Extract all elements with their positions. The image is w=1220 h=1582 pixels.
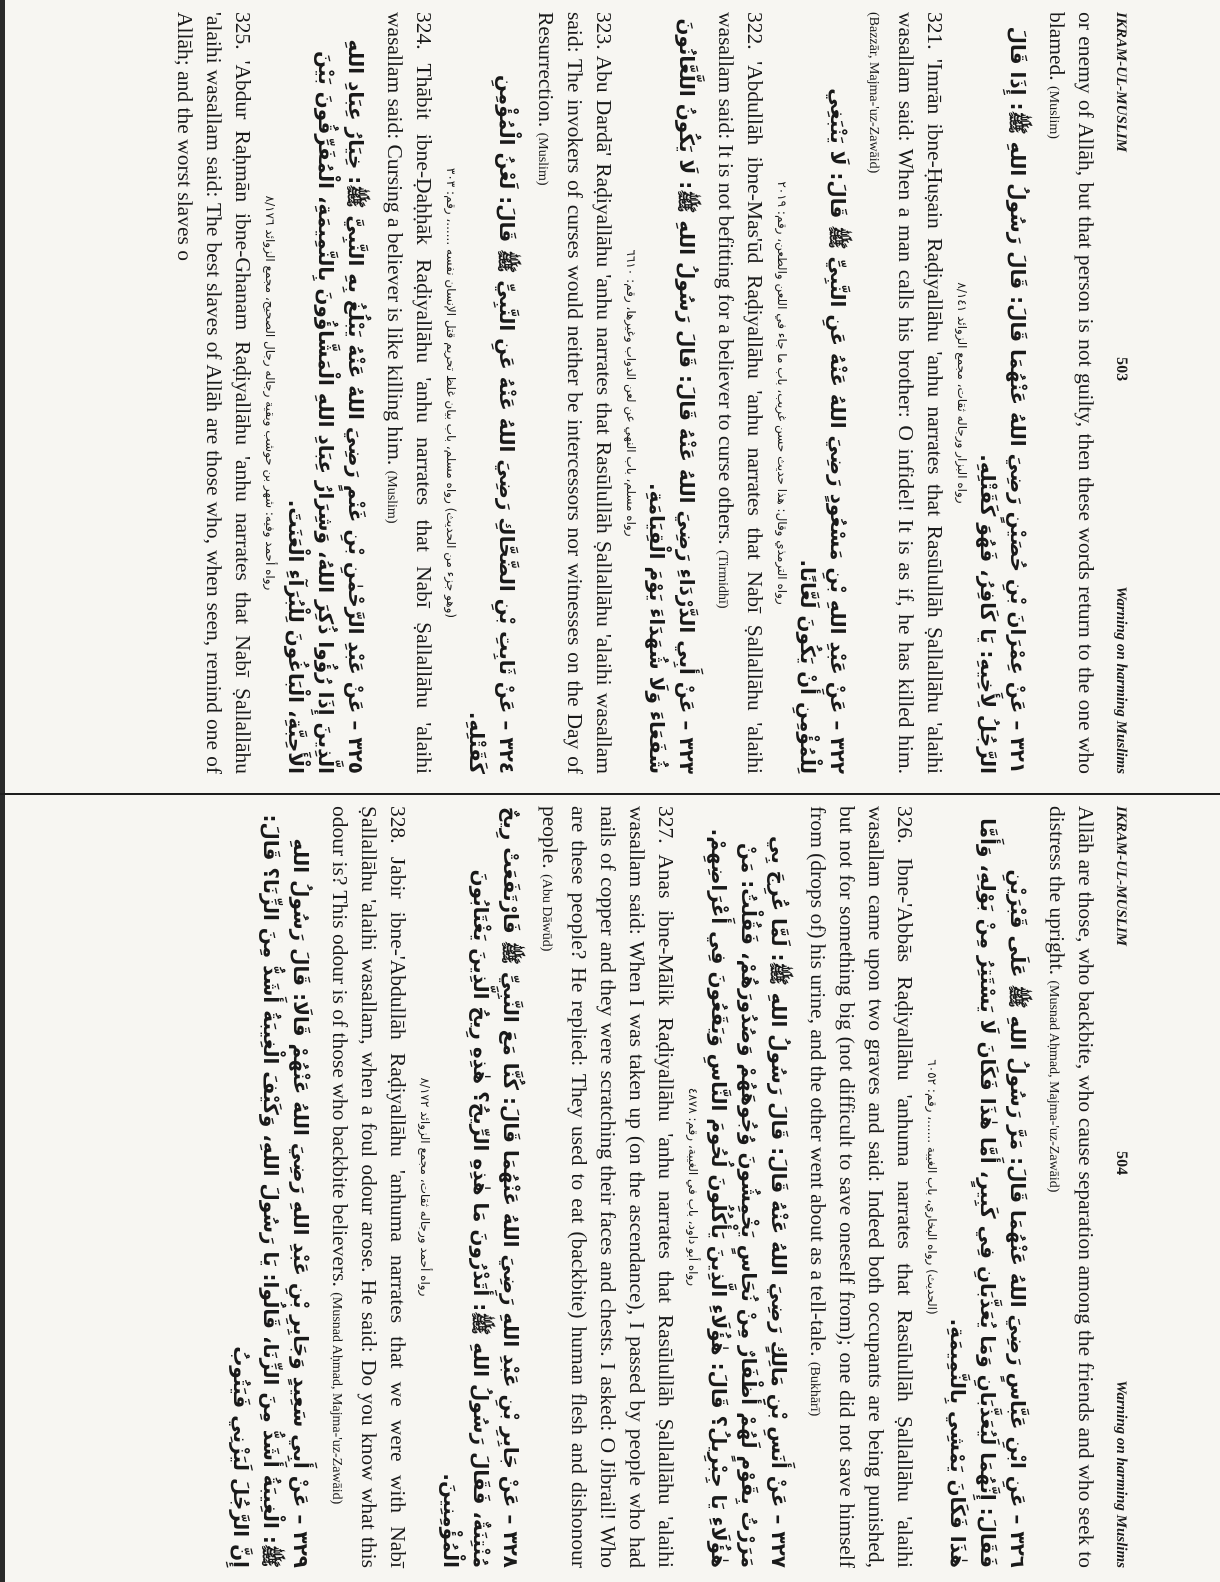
hadith-322 [708,12,853,774]
book-spine [0,793,1220,795]
arabic-reference: (وهو جزء من الحديث) رواه مسلم، باب بيان غلظ تحريم قتل الإنسان نفسه ......، رقم: ٣٠٣ [444,167,458,619]
page-body [170,8,1100,778]
source-citation: (Muslim) [1046,86,1061,139]
translation: 327. Anas ibne-Mālik Raḍiyallāhu 'anhu narrates that Rasūlullāh Ṣallallāhu 'alaihi wasallam said: When I was taken up (on the ascendance), I passed by people who had nails of copper and they were scratching their faces and chests. I asked: O Jibrail! Who are these people? He replied: They used to eat (backbite) human flesh and dishonour people. (Abu Dāwūd) [538,806,678,1568]
arabic-reference: رواه أبو داود، باب في الغيبة، رقم: ٤٨٧٨ [686,1087,700,1287]
source-citation: (Musnad Aḥmad, Majma-'uz-Zawāid) [329,1292,344,1505]
source-citation: (Muslim) [535,132,550,186]
intro-paragraph: or enemy of Allāh, but that person is not guilty, then these words return to the one who blamed. (Muslim) [1045,12,1098,774]
translation: 324. Thābit ibne-Ḍaḥḥāk Raḍiyallāhu 'anhu narrates that Nabī Ṣallallāhu 'alaihi wasallam said: Cursing a believer is like killing him. (Muslim) [383,12,436,774]
arabic-text: ٣٢٦ – عَنِ ابْنِ عَبَّاسٍ رَضِيَ اللهُ عَنْهُمَا قَالَ: مَرَّ رَسُولُ اللهِ ﷺ عَلَى قَبْرَيْنِ فَقَالَ: إِنَّهُمَا لَيُعَذَّبَانِ وَمَا يُعَذَّبَانِ فِي كَبِيرٍ، أَمَّا هٰذَا فَكَانَ لَا يَسْتَتِرُ مِنْ بَوْلِهِ، وَأَمَّا هٰذَا فَكَانَ يَمْشِي بِالنَّمِيمَةِ. [946,818,1030,1568]
page-503 [0,8,1220,778]
hadith-326 [800,806,1033,1568]
hadith-321 [859,12,1033,774]
running-head [1100,8,1130,778]
header-chapter: Warning on harming Muslims [1113,1380,1129,1568]
arabic-text: ٣٢٨ – عَنْ جَابِرِ بْنِ عَبْدِ اللهِ رَضِيَ اللهُ عَنْهُمَا قَالَ: كُنَّا مَعَ النَّبِيِّ ﷺ فَارْتَفَعَتْ رِيحٌ مُنْتِنَةٌ، فَقَالَ رَسُولُ اللهِ ﷺ: أَتَدْرُونَ مَا هٰذِهِ الرِّيحُ؟ هٰذِهِ رِيحُ الَّذِينَ يَغْتَابُونَ الْمُؤْمِنِينَ. [439,806,523,1568]
source-citation: (Muslim) [384,470,399,524]
source-citation: (Abu Dāwūd) [539,874,554,952]
translation: 325. 'Abdur Raḥmān ibne-Ghanam Raḍiyallāhu 'anhu narrates that Nabī Ṣallallāhu 'alaihi wasallam said: The best slaves of Allāh are those who, when seen, remind one of Allāh; and the worst slaves o [173,12,255,774]
header-title: IKRAM-UL-MUSLIM [1113,806,1129,947]
source-citation: (Bazzār, Majma-'uz-Zawāid) [866,12,881,174]
hadith-327 [532,806,794,1568]
running-head [1100,802,1130,1572]
translation: 326. Ibne-'Abbās Raḍiyallāhu 'anhuma narrates that Rasūlullāh Ṣallallāhu 'alaihi wasallam came upon two graves and said: Indeed both occupants are being punished, but not for something big (not difficult to save oneself from); one did not save himself from (drops of) his urine, and the other went about as a tell-tale. (Bukhārī) [806,806,917,1568]
intro-paragraph: Allāh are those, who backbite, who cause separation among the friends and who seek to distress the upright. (Musnad Aḥmad, Majma-'uz-Zawāid) [1045,806,1098,1568]
header-title: IKRAM-UL-MUSLIM [1113,12,1129,153]
translation: 321. 'Imrān ibne-Ḥuṣain Raḍiyallāhu 'anhu narrates that Rasūlullāh Ṣallallāhu 'alaihi wasallam said: When a man calls his brother: O infidel! It is as if, he has killed him. (Bazzār, Majma-'uz-Zawāid) [866,12,947,774]
arabic-reference: رواه البزار ورجاله ثقات، مجمع الزوائد ٨/١٤١ [955,282,969,504]
source-citation: (Bukhārī) [807,1361,822,1417]
arabic-text: ٣٢٤ – عَنْ ثَابِتِ بْنِ الضَّحَّاكِ رَضِيَ اللهُ عَنْهُ عَنِ النَّبِيِّ ﷺ قَالَ: لَعْنُ الْمُؤْمِنِ كَقَتْلِهِ. [465,74,519,774]
page-body [226,802,1100,1572]
page-504 [0,802,1220,1572]
arabic-reference: (الحديث) رواه البخاري، باب الغيبة ......، رقم: ٦٠٥٢ [925,1059,939,1315]
translation: 328. Jabir ibne-'Abdullāh Raḍiyallāhu 'anhuma narrates that we were with Nabī Ṣallallāhu 'alaihi wasallam, when a foul odour arose. He said: Do you know what this odour is? This odour is of those who backbite believers. (Musnad Aḥmad, Majma-'uz-Zawāid) [328,806,410,1568]
hadith-328 [322,806,526,1568]
arabic-reference: رواه الترمذي وقال: هذا حديث حسن غريب، باب ما جاء في اللعن والطعن، رقم: ٢٠١٩ [775,181,789,605]
arabic-reference: رواه أحمد ورجاله ثقات، مجمع الزوائد ٨/١٧٢ [418,1077,432,1297]
hadith-324 [377,12,522,774]
arabic-text: ٣٢٥ – عَنْ عَبْدِ الرَّحْمٰنِ بْنِ غَنْمٍ رَضِيَ اللهُ عَنْهُ يَبْلُغُ بِهِ النَّبِيَّ ﷺ: خِيَارُ عِبَادِ اللهِ الَّذِينَ إِذَا رُؤُوا ذُكِرَ اللهُ، وَشِرَارُ عِبَادِ اللهِ الْمَشَّاؤُونَ بِالنَّمِيمَةِ، الْمُفَرِّقُونَ بَيْنَ الْأَحِبَّةِ، الْبَاغُونَ لِلْبُرَآءِ الْعَنَتَ. [284,39,368,774]
hadith-323 [528,12,702,774]
source-citation: (Tirmidhī) [715,549,730,609]
translation: 323. Abu Dardā' Raḍiyallāhu 'anhu narrates that Rasūlullāh Ṣallallāhu 'alaihi wasallam said: The invokers of curses would neither be intercessors nor witnesses on the Day of Resurrection. (Muslim) [534,12,616,774]
arabic-text: ٣٢٧ – عَنْ أَنَسِ بْنِ مَالِكٍ رَضِيَ اللهُ عَنْهُ قَالَ: قَالَ رَسُولُ اللهِ ﷺ: لَمَّا عُرِجَ بِي مَرَرْتُ بِقَوْمٍ لَهُمْ أَظْفَارٌ مِنْ نُحَاسٍ يَخْمِشُونَ وُجُوهَهُمْ وَصُدُورَهُمْ، فَقُلْتُ: مَنْ هٰؤُلَاءِ يَا جِبْرِيلُ؟ قَالَ: هٰؤُلَاءِ الَّذِينَ يَأْكُلُونَ لُحُومَ النَّاسِ وَيَقَعُونَ فِي أَعْرَاضِهِمْ. [707,828,791,1568]
page-504-content [70,802,1130,1572]
page-number: 504 [1113,1151,1130,1176]
source-citation: (Musnad Aḥmad, Majma-'uz-Zawāid) [1046,980,1061,1193]
arabic-text: ٣٢٩ – عَنْ أَبِي سَعِيدٍ وَجَابِرِ بْنِ عَبْدِ اللهِ رَضِيَ اللهُ عَنْهُمْ قَالَا: قَالَ رَسُولُ اللهِ ﷺ: الْغِيبَةُ أَشَدُّ مِنَ الزِّنَا، قَالُوا: يَا رَسُولَ اللهِ، وَكَيْفَ الْغِيبَةُ أَشَدُّ مِنَ الزِّنَا؟ قَالَ: إِنَّ الرَّجُلَ لَيَزْنِي فَيَتُوبُ [229,814,313,1568]
arabic-reference: رواه أحمد وفيه: شهر بن حوشب وبقية رجاله رجال الصحيح، مجمع الزوائد ٨/١٧٦ [263,195,277,591]
arabic-text: ٣٢٣ – عَنْ أَبِي الدَّرْدَاءِ رَضِيَ اللهُ عَنْهُ قَالَ: قَالَ رَسُولُ اللهِ ﷺ: لَا يَكُونُ اللَّعَّانُونَ شُفَعَاءَ وَلَا شُهَدَاءَ يَوْمَ الْقِيَامَةِ. [645,18,699,774]
hadith-329 [226,806,316,1568]
arabic-reference: رواه مسلم، باب النهي عن لعن الدواب وغيرها، رقم: ٦٦١٠ [624,249,638,537]
header-chapter: Warning on harming Muslims [1113,586,1129,774]
page-503-content [70,8,1130,778]
translation: 322. 'Abdullāh ibne-Mas'ūd Raḍiyallāhu 'anhu narrates that Nabī Ṣallallāhu 'alaihi wasallam said: It is not befitting for a believer to curse others. (Tirmidhī) [714,12,767,774]
arabic-text: ٣٢١ – عَنْ عِمْرَانَ بْنِ حُصَيْنٍ رَضِيَ اللهُ عَنْهُمَا قَالَ: قَالَ رَسُولُ اللهِ ﷺ: إِذَا قَالَ الرَّجُلُ لِأَخِيهِ: يَا كَافِرُ، فَهُوَ كَقَتْلِهِ. [976,26,1030,774]
arabic-text: ٣٢٢ – عَنْ عَبْدِ اللهِ بْنِ مَسْعُودٍ رَضِيَ اللهُ عَنْهُ عَنِ النَّبِيِّ ﷺ قَالَ: لَا يَنْبَغِي لِلْمُؤْمِنِ أَنْ يَكُونَ لَعَّانًا. [796,88,850,774]
hadith-325 [170,12,371,774]
page-number: 503 [1113,357,1130,382]
